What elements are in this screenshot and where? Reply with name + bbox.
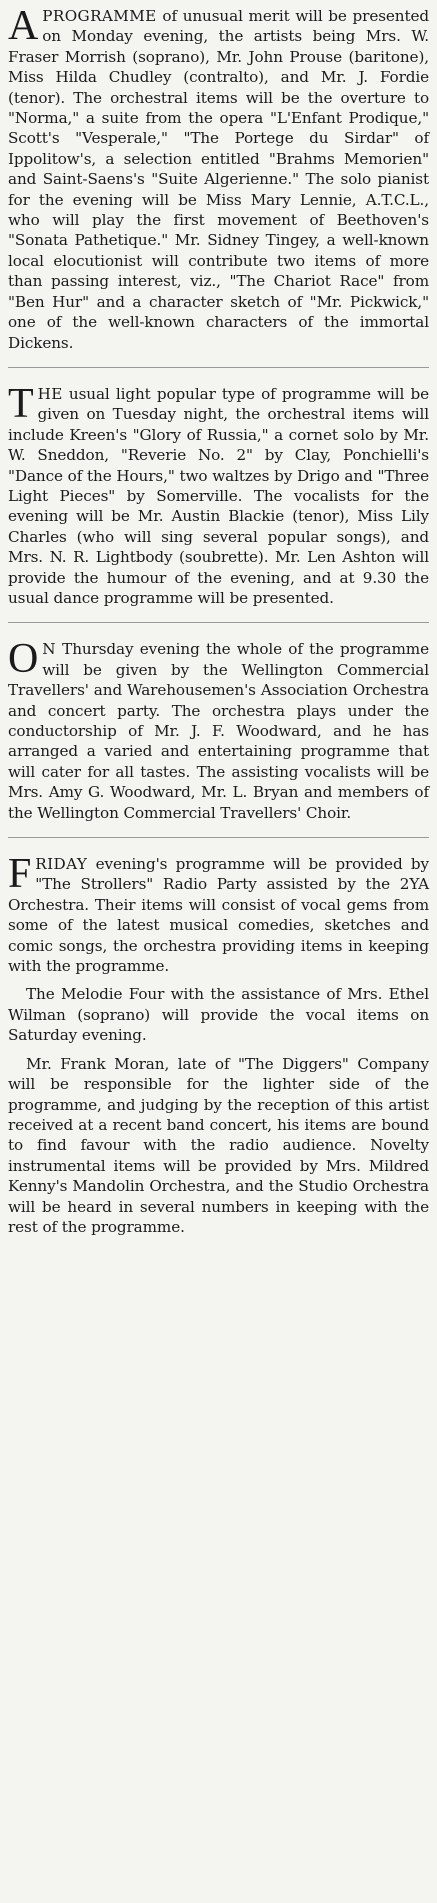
article-body: evening's programme will be provided by "The Strollers" Radio Party assisted by the 2YA Orchestra. Their items will consist of vocal gems from some of the latest musical comedies, sketches and comic songs, the orchestra providing items in keeping with the programme.: [8, 855, 429, 976]
lead-word: HE: [37, 384, 63, 403]
lead-word: N: [42, 640, 56, 659]
section-divider: [8, 622, 429, 623]
moran-paragraph: Mr. Frank Moran, late of "The Diggers" Company will be responsible for the lighter side of the programme, and judging by the reception of this artist received at a recent band concert, his items are bound to find favour with the radio audience. Novelty instrumental items will be provided by Mrs. Mildred Kenny's Mandolin Orchestra, and the Studio Orchestra will be heard in several numbers in keeping with the rest of the programme.: [8, 1054, 429, 1236]
drop-cap: T: [8, 380, 34, 427]
article-body: usual light popular type of programme will be given on Tuesday night, the orchestral items will include Kreen's "Glory of Russia," a cornet solo by Mr. W. Sneddon, "Reverie No. 2" by Clay, Ponchielli's "Dance of the Hours," two waltzes by Drigo and "Three Light Pieces" by Somerville. The vocalists for the evening will be Mr. Austin Blackie (tenor), Miss Lily Charles (who will sing several popular songs), and Mrs. N. R. Lightbody (soubrette). Mr. Len Ashton will provide the humour of the evening, and at 9.30 the usual dance programme will be presented.: [8, 384, 429, 607]
article-body: Thursday evening the whole of the programme will be given by the Wellington Commercial Travellers' and Warehousemen's Association Orchestra and concert party. The orchestra plays under the conductorship of Mr. J. F. Woodward, and he has arranged a varied and entertaining programme that will cater for all tastes. The assisting vocalists will be Mrs. Amy G. Woodward, Mr. L. Bryan and members of the Wellington Commercial Travellers' Choir.: [8, 640, 429, 822]
lead-word: PROGRAMME: [42, 7, 157, 25]
saturday-paragraph: The Melodie Four with the assistance of Mrs. Ethel Wilman (soprano) will provide the vocal items on Saturday evening.: [8, 985, 429, 1045]
drop-cap: O: [8, 636, 39, 683]
drop-cap: A: [8, 3, 39, 49]
thursday-article: [8, 636, 429, 823]
section-divider: [8, 837, 429, 838]
newspaper-column: [8, 0, 429, 1237]
friday-article: [8, 851, 429, 976]
article-body: of unusual merit will be presented on Monday evening, the artists being Mrs. W. Fraser Morrish (soprano), Mr. John Prouse (baritone), Miss Hilda Chudley (contralto), and Mr. J. Fordie (tenor). The orchestral items will be the overture to "Norma," a suite from the opera "L'Enfant Prodique," Scott's "Vesperale," "The Portege du Sirdar" of Ippolitow's, a selection entitled "Brahms Memorien" and Saint-Saens's "Suite Algerienne." The solo pianist for the evening will be Miss Mary Lennie, A.T.C.L., who will play the first movement of Beethoven's "Sonata Pathetique." Mr. Sidney Tingey, a well-known local elocutionist will contribute two items of more than passing interest, viz., "The Chariot Race" from "Ben Hur" and a character sketch of "Mr. Pickwick," one of the well-known characters of the immortal Dickens.: [8, 7, 429, 352]
drop-cap: F: [8, 851, 32, 898]
section-divider: [8, 367, 429, 368]
tuesday-article: [8, 380, 429, 608]
monday-article: [8, 3, 429, 353]
lead-word: RIDAY: [35, 855, 88, 874]
